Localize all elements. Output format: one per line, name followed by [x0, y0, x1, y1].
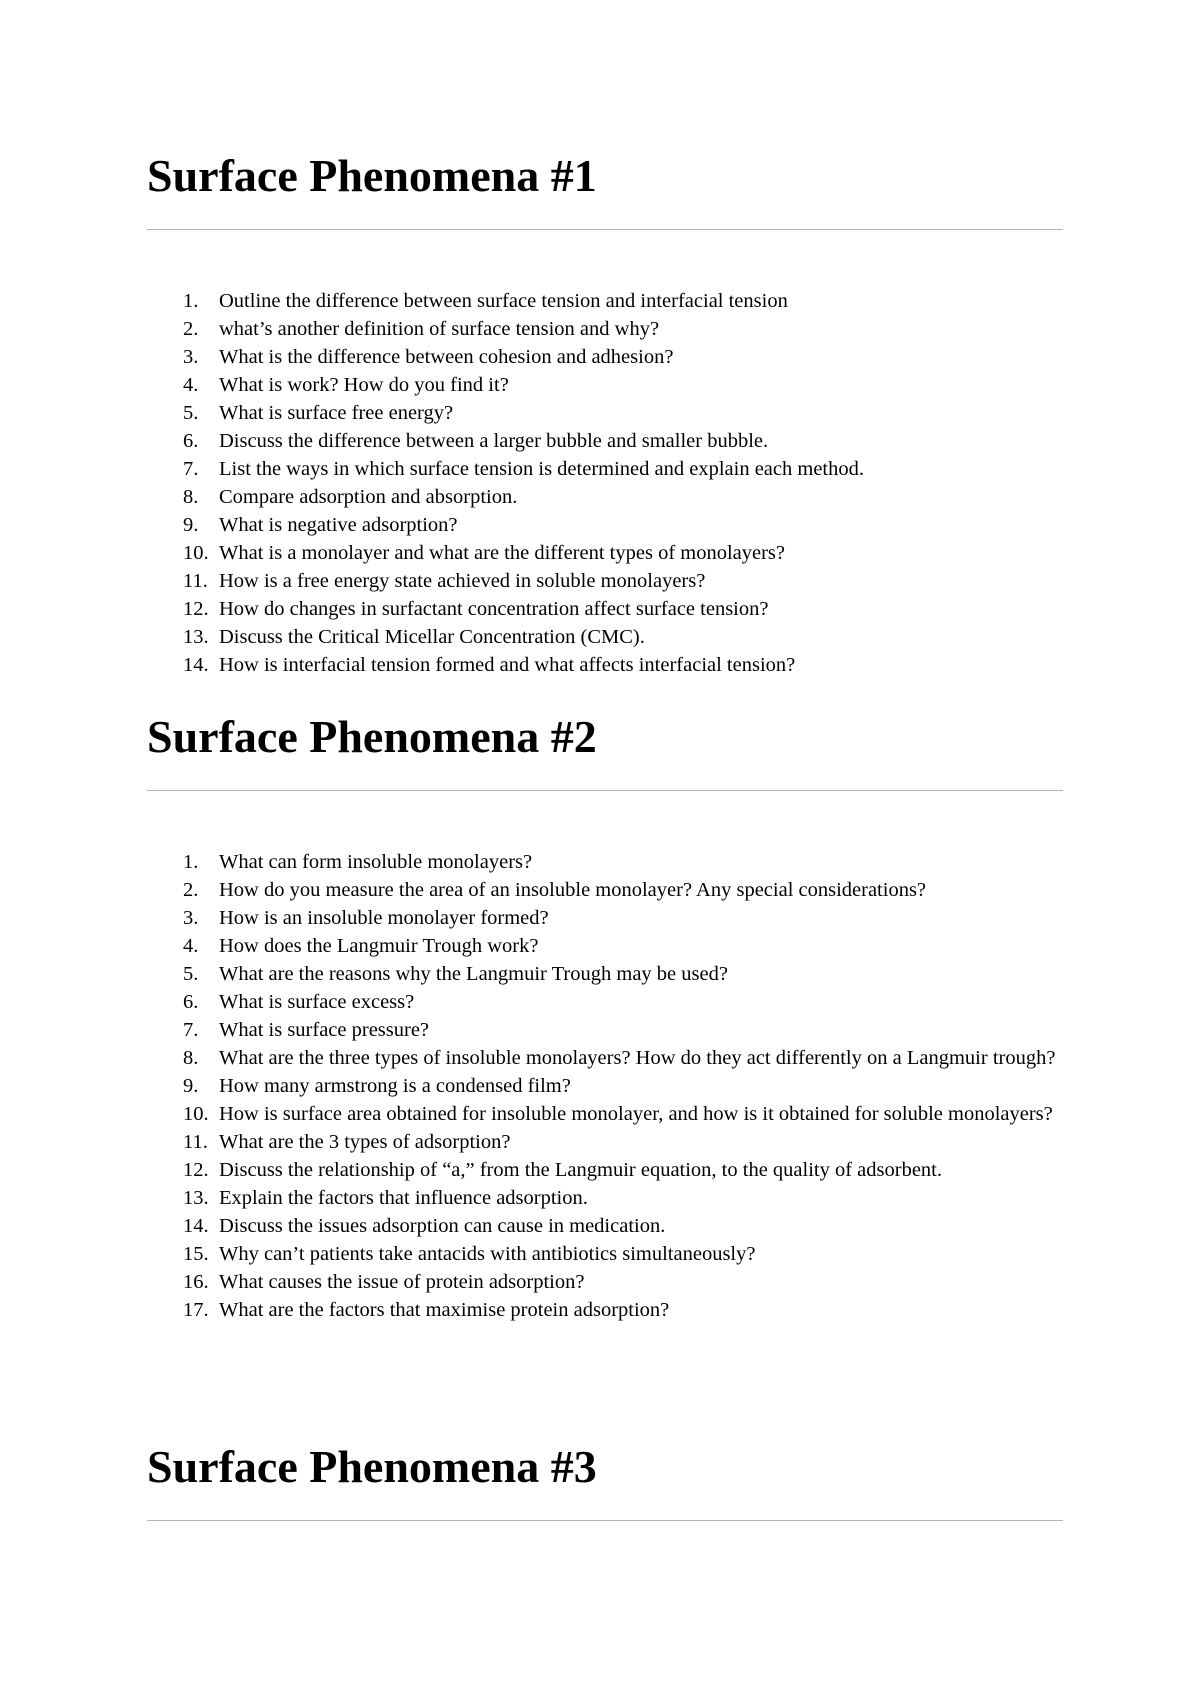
item-number: 17. [183, 1299, 209, 1321]
list-item [147, 595, 1063, 623]
item-text: Explain the factors that influence adsorption. [219, 1187, 588, 1209]
item-text: How is interfacial tension formed and what affects interfacial tension? [219, 654, 796, 676]
item-number: 12. [183, 598, 209, 620]
horizontal-rule [147, 790, 1063, 791]
item-number: 12. [183, 1159, 209, 1181]
section-3 [147, 1441, 1063, 1493]
item-number: 1. [183, 290, 199, 312]
item-text: What are the 3 types of adsorption? [219, 1131, 511, 1153]
list-item [147, 427, 1063, 455]
item-number: 14. [183, 654, 209, 676]
item-number: 11. [183, 570, 208, 592]
section-1 [147, 150, 1063, 676]
item-text: What are the reasons why the Langmuir Trough may be used? [219, 963, 728, 985]
section-2 [147, 711, 1063, 1321]
list-item [147, 371, 1063, 399]
list-item [147, 511, 1063, 539]
item-number: 10. [183, 542, 209, 564]
item-number: 6. [183, 991, 199, 1013]
item-text: How do changes in surfactant concentration affect surface tension? [219, 598, 769, 620]
list-item [147, 623, 1063, 651]
item-text: Discuss the relationship of “a,” from the Langmuir equation, to the quality of adsorbent. [219, 1159, 943, 1181]
item-text: Discuss the Critical Micellar Concentration (CMC). [219, 626, 645, 648]
item-number: 3. [183, 907, 199, 929]
item-number: 2. [183, 879, 199, 901]
list-item [147, 287, 1063, 315]
list-item [147, 1268, 1063, 1296]
horizontal-rule [147, 1520, 1063, 1521]
question-list [147, 287, 1063, 679]
item-number: 1. [183, 851, 199, 873]
item-number: 14. [183, 1215, 209, 1237]
item-number: 2. [183, 318, 199, 340]
item-number: 4. [183, 374, 199, 396]
item-text: What can form insoluble monolayers? [219, 851, 533, 873]
item-text: What causes the issue of protein adsorption? [219, 1271, 585, 1293]
list-item [147, 1044, 1063, 1072]
item-text: List the ways in which surface tension is determined and explain each method. [219, 458, 864, 480]
list-item [147, 904, 1063, 932]
item-number: 16. [183, 1271, 209, 1293]
item-number: 15. [183, 1243, 209, 1265]
list-item [147, 1296, 1063, 1324]
list-item [147, 651, 1063, 679]
section-title: Surface Phenomena #3 [147, 1441, 597, 1492]
item-number: 5. [183, 402, 199, 424]
item-text: What are the factors that maximise protein adsorption? [219, 1299, 670, 1321]
section-title: Surface Phenomena #1 [147, 150, 597, 201]
list-item [147, 1072, 1063, 1100]
list-item [147, 1184, 1063, 1212]
item-text: How many armstrong is a condensed film? [219, 1075, 571, 1097]
item-text: How do you measure the area of an insoluble monolayer? Any special considerations? [219, 879, 927, 901]
item-number: 7. [183, 458, 199, 480]
list-item [147, 1156, 1063, 1184]
list-item [147, 1016, 1063, 1044]
item-text: What is a monolayer and what are the different types of monolayers? [219, 542, 786, 564]
list-item [147, 539, 1063, 567]
list-item [147, 1100, 1063, 1128]
item-number: 13. [183, 1187, 209, 1209]
horizontal-rule [147, 229, 1063, 230]
item-text: what’s another definition of surface tension and why? [219, 318, 660, 340]
item-text: What are the three types of insoluble monolayers? How do they act differently on a Langmuir trough? [219, 1047, 1056, 1069]
item-text: What is negative adsorption? [219, 514, 458, 536]
item-text: Compare adsorption and absorption. [219, 486, 518, 508]
list-item [147, 1128, 1063, 1156]
item-text: What is surface free energy? [219, 402, 454, 424]
list-item [147, 1240, 1063, 1268]
item-text: Outline the difference between surface tension and interfacial tension [219, 290, 788, 312]
list-item [147, 988, 1063, 1016]
item-number: 7. [183, 1019, 199, 1041]
item-number: 4. [183, 935, 199, 957]
list-item [147, 932, 1063, 960]
item-text: How does the Langmuir Trough work? [219, 935, 539, 957]
list-item [147, 1212, 1063, 1240]
section-title: Surface Phenomena #2 [147, 711, 597, 762]
item-text: How is a free energy state achieved in soluble monolayers? [219, 570, 706, 592]
item-number: 6. [183, 430, 199, 452]
item-number: 8. [183, 486, 199, 508]
item-number: 8. [183, 1047, 199, 1069]
item-text: Discuss the difference between a larger bubble and smaller bubble. [219, 430, 769, 452]
item-number: 11. [183, 1131, 208, 1153]
item-text: Discuss the issues adsorption can cause in medication. [219, 1215, 666, 1237]
item-text: Why can’t patients take antacids with antibiotics simultaneously? [219, 1243, 756, 1265]
item-number: 9. [183, 514, 199, 536]
list-item [147, 315, 1063, 343]
item-number: 9. [183, 1075, 199, 1097]
list-item [147, 567, 1063, 595]
item-text: How is an insoluble monolayer formed? [219, 907, 549, 929]
list-item [147, 343, 1063, 371]
list-item [147, 848, 1063, 876]
item-text: What is surface excess? [219, 991, 415, 1013]
item-number: 3. [183, 346, 199, 368]
list-item [147, 960, 1063, 988]
list-item [147, 399, 1063, 427]
question-list [147, 848, 1063, 1324]
item-text: How is surface area obtained for insoluble monolayer, and how is it obtained for soluble monolayers? [219, 1103, 1053, 1125]
item-number: 10. [183, 1103, 209, 1125]
list-item [147, 455, 1063, 483]
item-number: 5. [183, 963, 199, 985]
item-number: 13. [183, 626, 209, 648]
list-item [147, 483, 1063, 511]
item-text: What is surface pressure? [219, 1019, 430, 1041]
list-item [147, 876, 1063, 904]
item-text: What is the difference between cohesion and adhesion? [219, 346, 674, 368]
item-text: What is work? How do you find it? [219, 374, 509, 396]
